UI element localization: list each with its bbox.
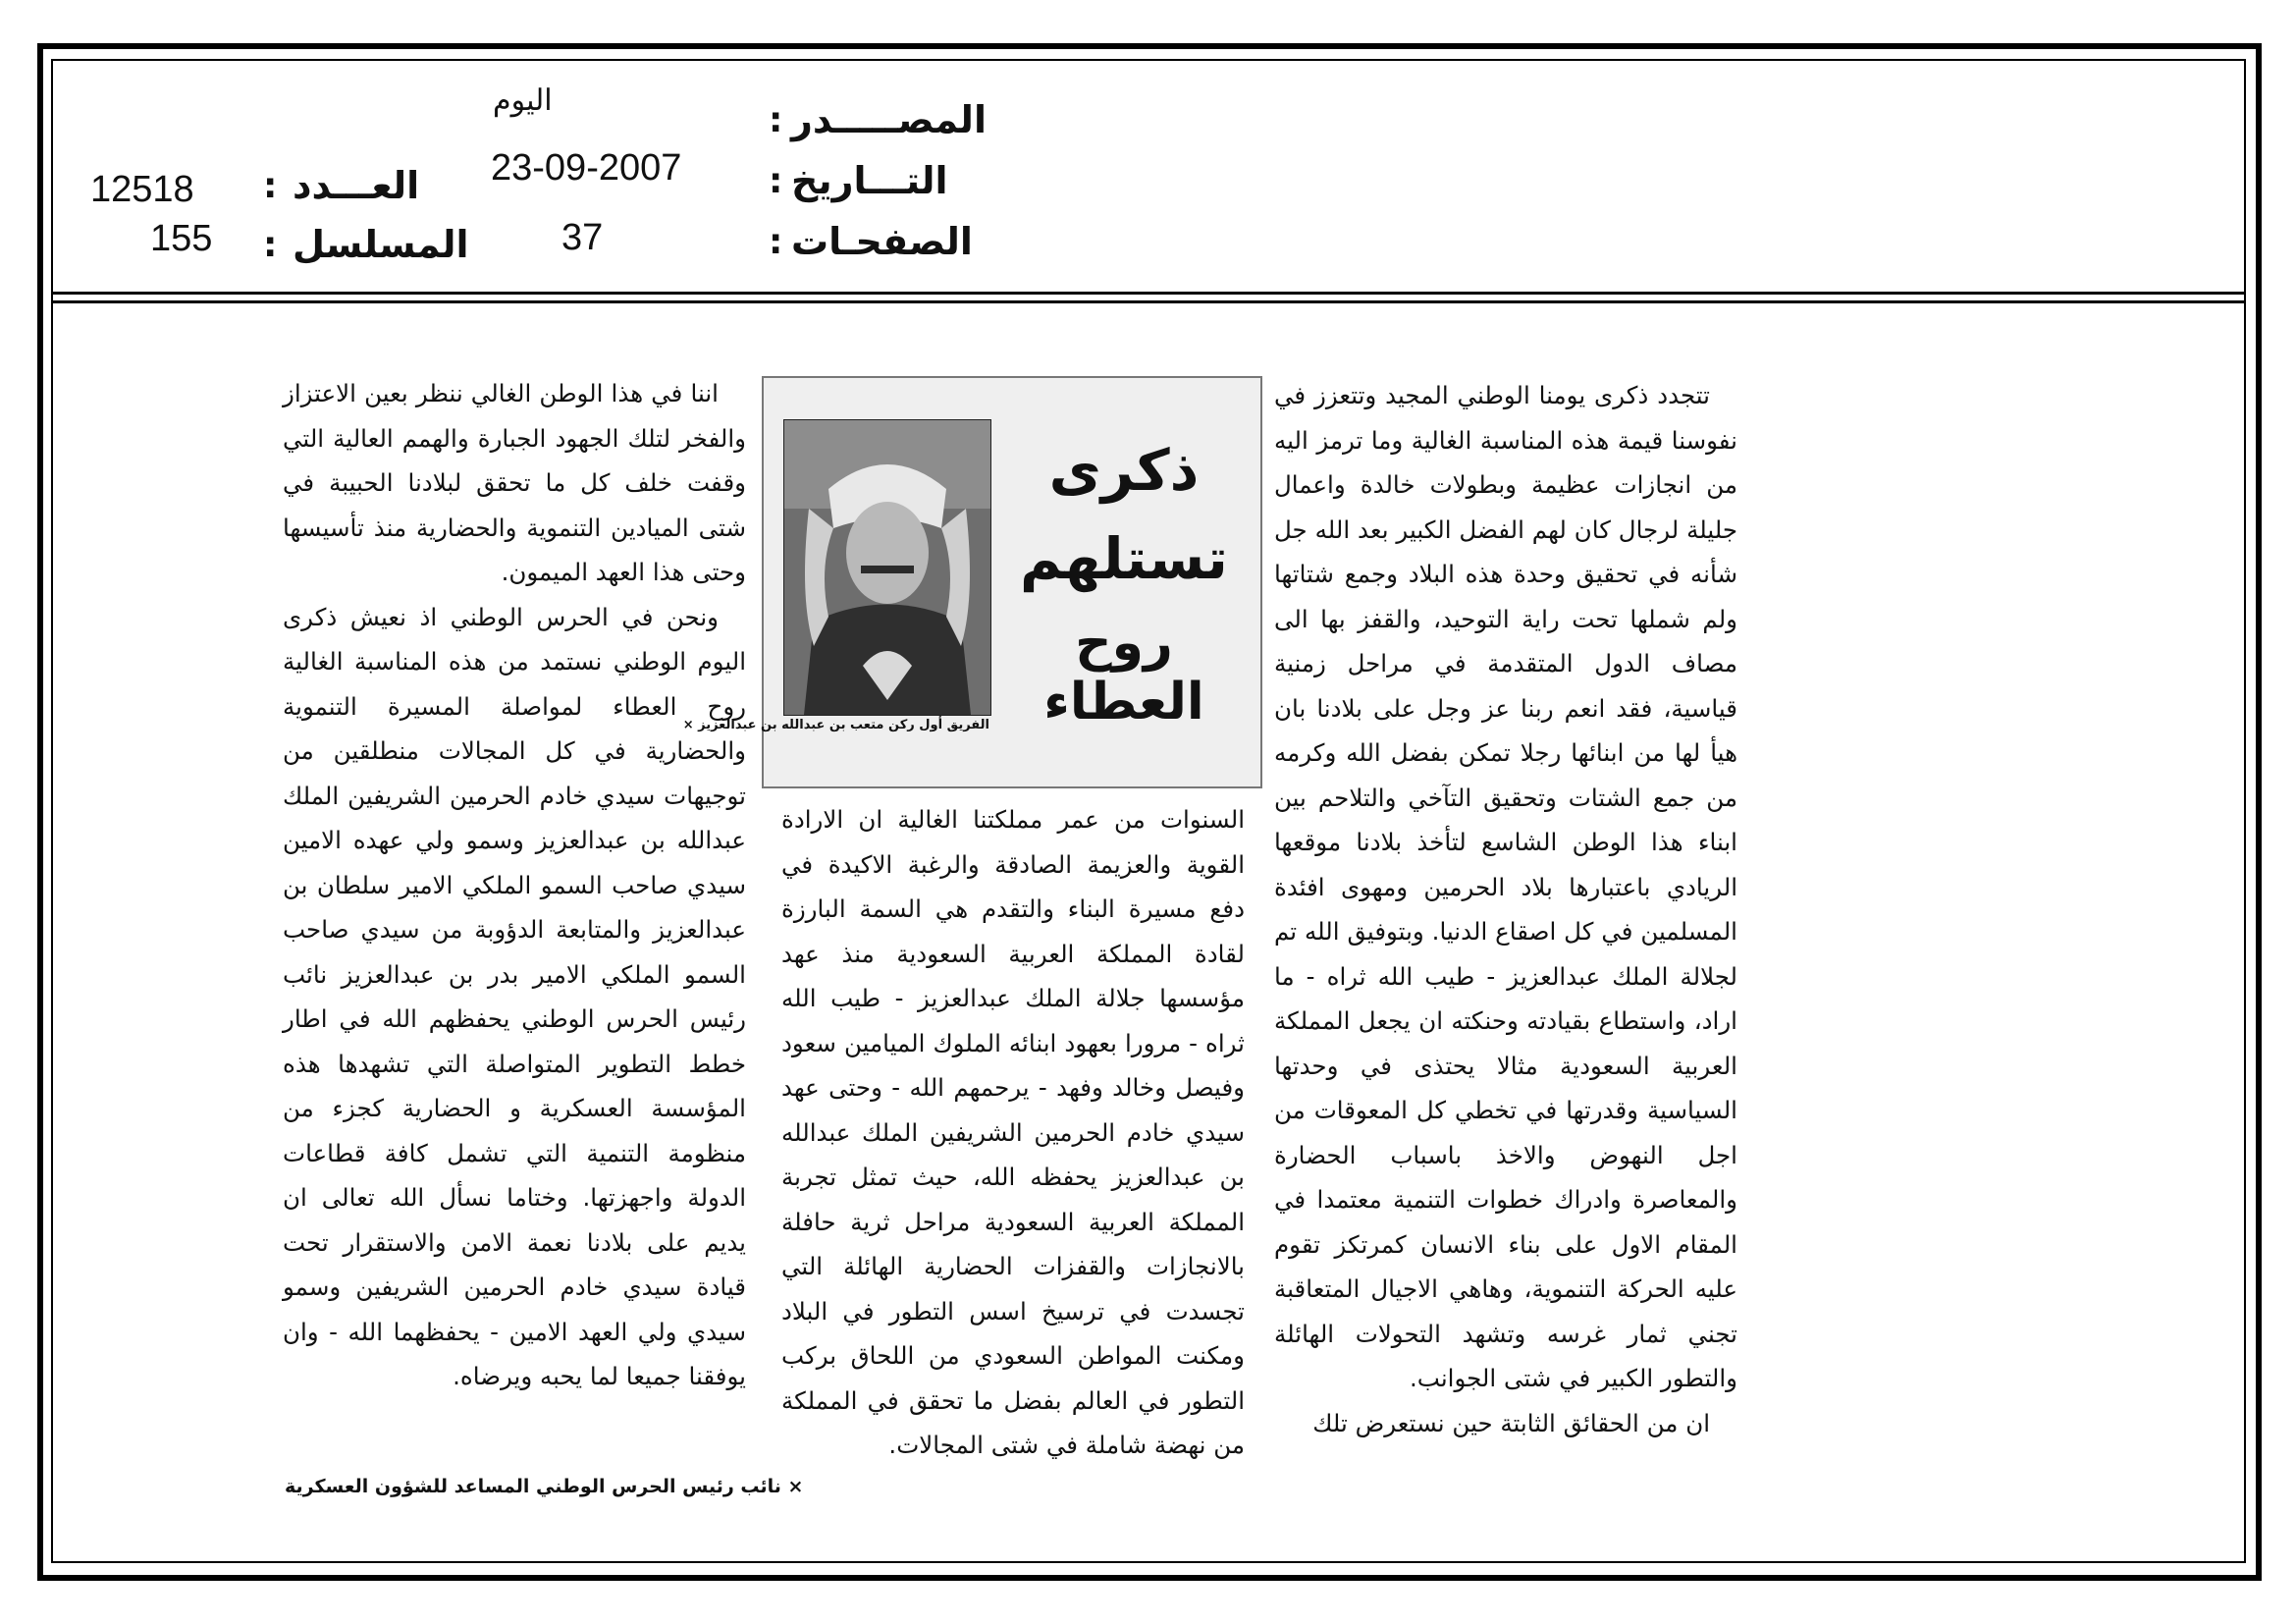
date-value: 23-09-2007 (491, 147, 682, 189)
paragraph: السنوات من عمر مملكتنا الغالية ان الارادة القوية والعزيمة الصادقة والرغبة الاكيدة في دفع مسيرة البناء والتقدم هي السمة البارزة لقادة المملكة العربية السعودية منذ عهد مؤسسها جلالة الملك عبدالعزيز - طيب الله ثراه - مرورا بعهود ابنائه الملوك الميامين سعود وفيصل وخالد وفهد - يرحمهم الله - وحتى عهد سيدي خادم الحرمين الشريفين الملك عبدالله بن عبدالعزيز يحفظه الله، حيث تمثل تجربة المملكة العربية السعودية مراحل ثرية حافلة بالانجازات والقفزات الحضارية الهائلة التي تجسدت في ترسيخ اسس التطور في البلاد ومكنت المواطن السعودي من اللحاق بركب التطور في العالم بفضل ما تحقق في المملكة من نهضة شاملة في شتى المجالات. (781, 805, 1245, 1459)
issue-value: 12518 (90, 169, 194, 210)
pages-label: الصفحـات (791, 220, 973, 263)
portrait-photo (783, 419, 991, 716)
article-column-left (283, 371, 746, 1399)
serial-colon: : (263, 225, 278, 265)
author-footnote: × نائب رئيس الحرس الوطني المساعد للشؤون العسكرية (285, 1476, 804, 1497)
portrait-image (784, 420, 990, 715)
issue-label: العـــدد (293, 164, 420, 207)
headline-line-2: تستلهم (1020, 525, 1228, 592)
paragraph: ونحن في الحرس الوطني اذ نعيش ذكرى اليوم الوطني نستمد من هذه المناسبة الغالية روح العطاء لمواصلة المسيرة التنموية والحضارية في كل المجالات منطلقين من توجيهات سيدي خادم الحرمين الشريفين الملك عبدالله بن عبدالعزيز وسمو ولي عهده الامين سيدي صاحب السمو الملكي الامير سلطان بن عبدالعزيز والمتابعة الدؤوبة من سيدي صاحب السمو الملكي الامير بدر بن عبدالعزيز نائب رئيس الحرس الوطني يحفظهم الله في اطار خطط التطوير المتواصلة التي تشهدها هذه المؤسسة العسكرية و الحضارية كجزء من منظومة التنمية التي تشمل كافة قطاعات الدولة واجهزتها. وختاما نسأل الله تعالى ان يديم على بلادنا نعمة الامن والاستقرار تحت قيادة سيدي خادم الحرمين الشريفين وسمو سيدي ولي العهد الامين - يحفظهما الله - وان يوفقنا جميعا لما يحبه ويرضاه. (283, 602, 746, 1390)
paragraph: تتجدد ذكرى يومنا الوطني المجيد وتتعزز في نفوسنا قيمة هذه المناسبة الغالية وما ترمز اليه من انجازات عظيمة وبطولات خالدة واعمال جليلة لرجال كان لهم الفضل الكبير بعد الله جل شأنه في تحقيق وحدة هذه البلاد وجمع شتاتها ولم شملها تحت راية التوحيد، والقفز بها الى مصاف الدول المتقدمة في مراحل زمنية قياسية، فقد انعم ربنا عز وجل على بلادنا بان هيأ لها من ابنائها رجلا تمكن بفضل الله وكرمه من جمع الشتات وتحقيق التآخي والتلاحم بين ابناء هذا الوطن الشاسع لتأخذ بلادنا موقعها الريادي باعتبارها بلاد الحرمين ومهوى افئدة المسلمين في كل اصقاع الدنيا. وبتوفيق الله تم لجلالة الملك عبدالعزيز - طيب الله ثراه - ما اراد، واستطاع بقيادته وحنكته ان يجعل المملكة العربية السعودية مثالا يحتذى في وحدتها السياسية وقدرتها في تخطي كل المعوقات من اجل النهوض والاخذ باسباب الحضارة والمعاصرة وادراك خطوات التنمية معتمدا في المقام الاول على بناء الانسان كمرتكز تقوم عليه الحركة التنموية، وهاهي الاجيال المتعاقبة تجني ثمار غرسه وتشهد التحولات الهائلة والتطور الكبير في شتى الجوانب. (1274, 381, 1737, 1392)
source-colon: : (769, 100, 783, 140)
headline-line-3: روح العطاء (1043, 614, 1204, 731)
serial-value: 155 (150, 218, 213, 259)
headline-line-1: ذكرى (1048, 437, 1200, 504)
serial-label: المسلسل (293, 223, 469, 266)
photo-caption: الفريق أول ركن متعب بن عبدالله بن عبدالعزيز × (682, 718, 989, 732)
paragraph: ان من الحقائق الثابتة حين نستعرض تلك (1312, 1408, 1710, 1437)
source-label: المصـــــدر (791, 98, 987, 141)
header-divider (51, 292, 2246, 295)
date-label: التـــاريخ (791, 159, 948, 202)
source-value: اليوم (493, 84, 553, 117)
headline-photo-box (682, 376, 1262, 788)
paragraph: اننا في هذا الوطن الغالي ننظر بعين الاعتزاز والفخر لتلك الجهود الجبارة والهمم العالية التي وقفت خلف كل ما تحقق لبلادنا الحبيبة في شتى الميادين التنموية والحضارية منذ تأسيسها وحتى هذا العهد الميمون. (283, 379, 746, 586)
date-colon: : (769, 161, 783, 201)
issue-colon: : (263, 166, 278, 206)
pages-value: 37 (561, 217, 604, 258)
article-column-middle (781, 797, 1245, 1468)
article-column-right (1274, 373, 1737, 1445)
pages-colon: : (769, 222, 783, 262)
header-divider-second (51, 300, 2246, 303)
